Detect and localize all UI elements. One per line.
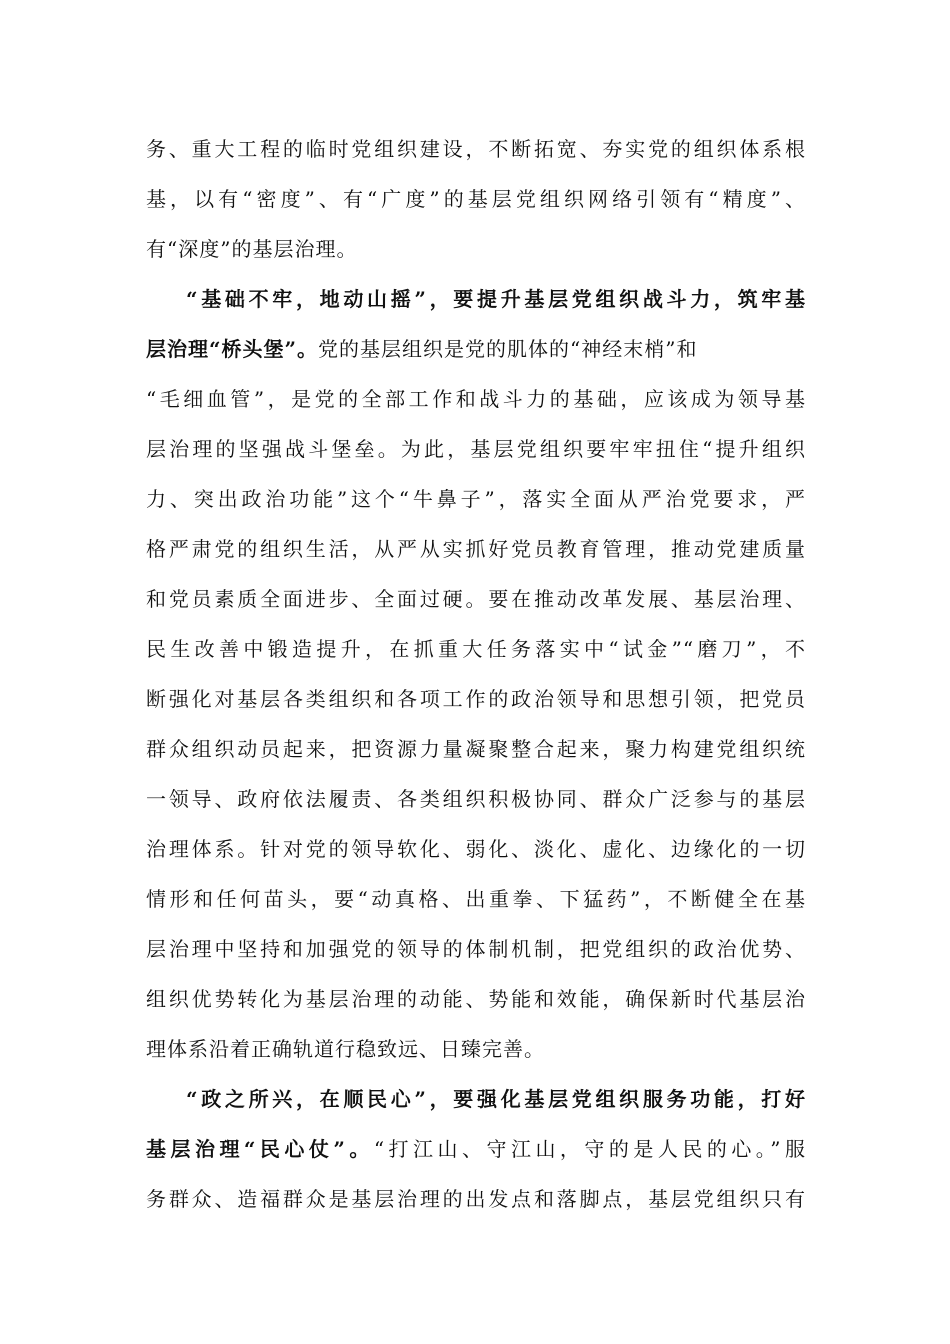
body-text: 断强化对基层各类组织和各项工作的政治领导和思想引领，把党员 [146,687,806,711]
text-line [146,874,806,924]
body-text: 层治理中坚持和加强党的领导的体制机制，把党组织的政治优势、 [146,937,806,961]
body-text: 情形和任何苗头，要“动真格、出重拳、下猛药”，不断健全在基 [146,887,806,911]
text-line [146,724,806,774]
body-text: 格严肃党的组织生活，从严从实抓好党员教育管理，推动党建质量 [146,537,806,561]
body-text: 有“深度”的基层治理。 [146,237,358,261]
text-line [146,924,806,974]
text-line [146,124,806,174]
text-line [146,374,806,424]
text-line [146,524,806,574]
body-text: 力、突出政治功能”这个“牛鼻子”，落实全面从严治党要求，严 [146,487,806,511]
body-text: 基，以有“密度”、有“广度”的基层党组织网络引领有“精度”、 [146,187,806,211]
text-line [146,474,806,524]
body-text: 组织优势转化为基层治理的动能、势能和效能，确保新时代基层治 [146,987,806,1011]
body-text: 一领导、政府依法履责、各类组织积极协同、群众广泛参与的基层 [146,787,806,811]
body-text: 务、重大工程的临时党组织建设，不断拓宽、夯实党的组织体系根 [146,137,806,161]
body-text: 治理体系。针对党的领导软化、弱化、淡化、虚化、边缘化的一切 [146,837,806,861]
text-line [146,174,806,224]
text-line [146,1174,806,1224]
bold-text: 基层治理“民心仗”。 [146,1137,374,1161]
body-text: 理体系沿着正确轨道行稳致远、日臻完善。 [146,1037,545,1061]
text-line [146,974,806,1024]
text-line [146,824,806,874]
body-text: 群众组织动员起来，把资源力量凝聚整合起来，聚力构建党组织统 [146,737,806,761]
bold-text: “政之所兴，在顺民心”，要强化基层党组织服务功能，打好 [186,1087,806,1111]
text-line [146,1074,806,1124]
text-line [146,1124,806,1174]
text-line [146,624,806,674]
body-text: 和党员素质全面进步、全面过硬。要在推动改革发展、基层治理、 [146,587,806,611]
text-line [146,774,806,824]
text-line [146,224,806,274]
body-text: 务群众、造福群众是基层治理的出发点和落脚点，基层党组织只有 [146,1187,806,1211]
body-text: “打江山、守江山，守的是人民的心。”服 [373,1137,806,1161]
bold-text: 层治理“桥头堡”。 [146,337,319,361]
text-line [146,274,806,324]
document-page [146,124,806,1224]
body-text: 层治理的坚强战斗堡垒。为此，基层党组织要牢牢扭住“提升组织 [146,437,806,461]
text-line [146,424,806,474]
text-line [146,674,806,724]
bold-text: “基础不牢，地动山摇”，要提升基层党组织战斗力，筑牢基 [186,287,806,311]
text-line [146,574,806,624]
text-line [146,324,806,374]
body-text: “毛细血管”，是党的全部工作和战斗力的基础，应该成为领导基 [146,387,806,411]
text-line [146,1024,806,1074]
body-text: 民生改善中锻造提升，在抓重大任务落实中“试金”“磨刀”，不 [146,637,806,661]
body-text: 党的基层组织是党的肌体的“神经末梢”和 [318,337,698,361]
